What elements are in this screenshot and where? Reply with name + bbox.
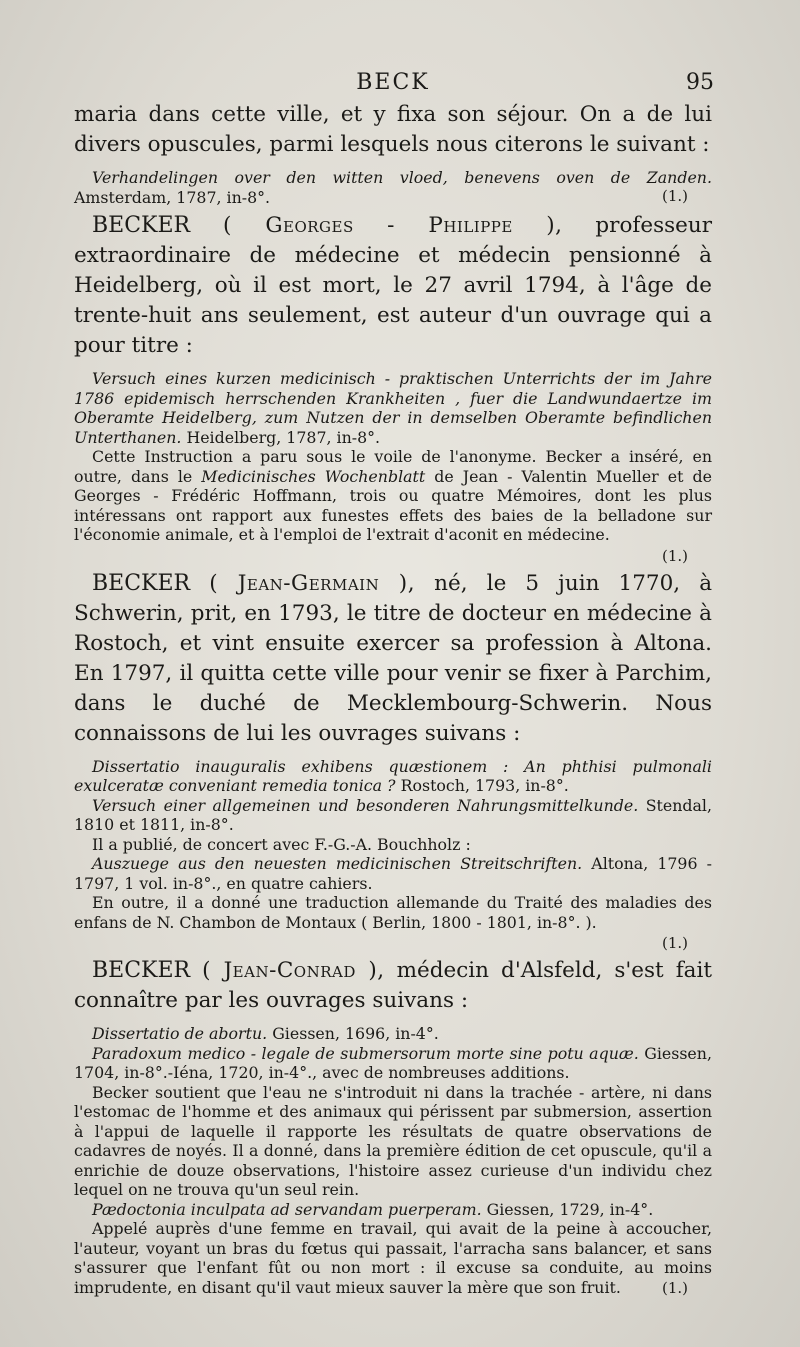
intro-work-title: Verhandelingen over den witten vloed, benevens oven de Zanden. [92, 168, 712, 187]
entry3-work1-imprint: Giessen, 1696, in-4°. [272, 1024, 439, 1043]
text-column [74, 70, 712, 1299]
entry2-paragraph [74, 569, 712, 749]
entry1-paragraph [74, 211, 712, 361]
entry1-note-title: Medicinisches Wochenblatt [201, 466, 426, 486]
entry1-note-b: de Jean - Valentin Mueller et de Georges - Frédéric Hoffmann, trois ou quatre Mémoires, dont les plus intéressans ont rapport aux funestes effets des baies de la belladone sur l'économie animale, et à l'emploi de l'extrait d'aconit en médecine. [74, 466, 712, 544]
entry3-work3-title: Pædoctonia inculpata ad servandam puerperam. [92, 1199, 482, 1219]
entry2-work2 [74, 796, 712, 835]
entry3-name: BECKER [92, 958, 191, 983]
entry2-work3-imprint: Altona, 1796 - 1797, 1 vol. in-8°., en quatre cahiers. [74, 854, 712, 893]
entry1-note-a: Cette Instruction a paru sous le voile de l'anonyme. Becker a inséré, en outre, dans le [74, 447, 712, 486]
entry2-work1 [74, 757, 712, 796]
entry1-note [74, 447, 712, 545]
entry3-work2-title: Paradoxum medico - legale de submersorum morte sine potu aquæ. [92, 1043, 639, 1063]
entry2-work1-title: Dissertatio inauguralis exhibens quæstionem : An phthisi pulmonali exulceratæ conveniant remedia tonica ? [74, 756, 712, 795]
entry2-work2-title: Versuch einer allgemeinen und besonderen Nahrungsmittelkunde. [92, 795, 639, 815]
entry1-work-imprint: Heidelberg, 1787, in-8°. [186, 427, 381, 447]
entry2-work1-imprint: Rostoch, 1793, in-8°. [400, 776, 569, 795]
running-header [74, 70, 712, 100]
entry3-paragraph [74, 956, 712, 1016]
intro-ref: (1.) [661, 187, 688, 205]
entry3-note2: Appelé auprès d'une femme en travail, qui avait de la peine à accoucher, l'auteur, voyant un bras du fœtus qui passait, l'arracha sans balancer, et sans s'assurer que l'enfant fût ou non mort : il excuse sa conduite, au moins imprudente, en disant qu'il vaut mieux sauver la mère que son fruit. [74, 1219, 712, 1297]
page-number: 95 [686, 70, 714, 95]
entry1-name: BECKER [92, 213, 191, 238]
entry2-given: ( Jean-Germain ), [209, 570, 416, 596]
entry3-given: ( Jean-Conrad ), [202, 958, 385, 983]
entry3-work1 [74, 1024, 712, 1044]
entry3-work3 [74, 1200, 712, 1220]
entry2-name: BECKER [92, 570, 191, 596]
entry3-work1-title: Dissertatio de abortu. [92, 1024, 268, 1043]
entry3-text: médecin d'Alsfeld, s'est fait connaître par les ouvrages suivans : [74, 958, 712, 1013]
entry2-collab: Il a publié, de concert avec F.-G.-A. Bouchholz : [92, 834, 471, 854]
running-title: BECK [356, 70, 430, 95]
entry2-work2-imprint: Stendal, 1810 et 1811, in-8°. [74, 795, 712, 834]
entry2-ref: (1.) [661, 934, 688, 952]
entry2-work3-title: Auszuege aus den neuesten medicinischen Streitschriften. [92, 854, 583, 873]
entry2-text: né, le 5 juin 1770, à Schwerin, prit, en 1793, le titre de docteur en médecine à Rostoch, et vint ensuite exercer sa profession à Altona. En 1797, il quitta cette ville pour venir se fixer à Parchim, dans le duché de Mecklembourg-Schwerin. Nous connaissons de lui les ouvrages suivans : [74, 570, 713, 746]
entry2-note: En outre, il a donné une traduction allemande du Traité des maladies des enfans de N. Chambon de Montaux ( Berlin, 1800 - 1801, in-8°. ). [74, 893, 712, 932]
entry3-note1: Becker soutient que l'eau ne s'introduit ni dans la trachée - artère, ni dans l'estomac de l'homme et des animaux qui périssent par submersion, assertion à l'appui de laquelle il rapporte les résultats de quatre observations de cadavres de noyés. Il a donné, dans la première édition de cet opuscule, qu'il a enrichie de douze observations, l'histoire assez curieuse d'un individu chez lequel on ne trouva qu'un seul rein. [74, 1082, 712, 1199]
intro-work-imprint: Amsterdam, 1787, in-8°. [74, 187, 271, 207]
entry1-work-title: Versuch eines kurzen medicinisch - praktischen Unterrichts der im Jahre 1786 epidemisch herrschenden Krankheiten , fuer die Landwundaertze im Oberamte Heidelberg, zum Nutzen der in demselben Oberamte befindlichen Unterthanen. [74, 369, 712, 447]
entry3-work2-imprint: Giessen, 1704, in-8°.-Iéna, 1720, in-4°., avec de nombreuses additions. [74, 1043, 712, 1082]
entry1-work [74, 369, 712, 447]
entry1-ref: (1.) [661, 546, 688, 565]
entry1-given: ( Georges - Philippe ), [223, 213, 563, 238]
entry3-work3-imprint: Giessen, 1729, in-4°. [486, 1199, 654, 1219]
intro-paragraph: maria dans cette ville, et y fixa son séjour. On a de lui divers opuscules, parmi lesquels nous citerons le suivant : [74, 102, 712, 157]
entry3-ref: (1.) [661, 1279, 688, 1297]
entry2-work3 [74, 854, 712, 893]
entry3-work2 [74, 1044, 712, 1083]
entry1-text: professeur extraordinaire de médecine et médecin pensionné à Heidelberg, où il est mort, le 27 avril 1794, à l'âge de trente-huit ans seulement, est auteur d'un ouvrage qui a pour titre : [74, 213, 712, 358]
